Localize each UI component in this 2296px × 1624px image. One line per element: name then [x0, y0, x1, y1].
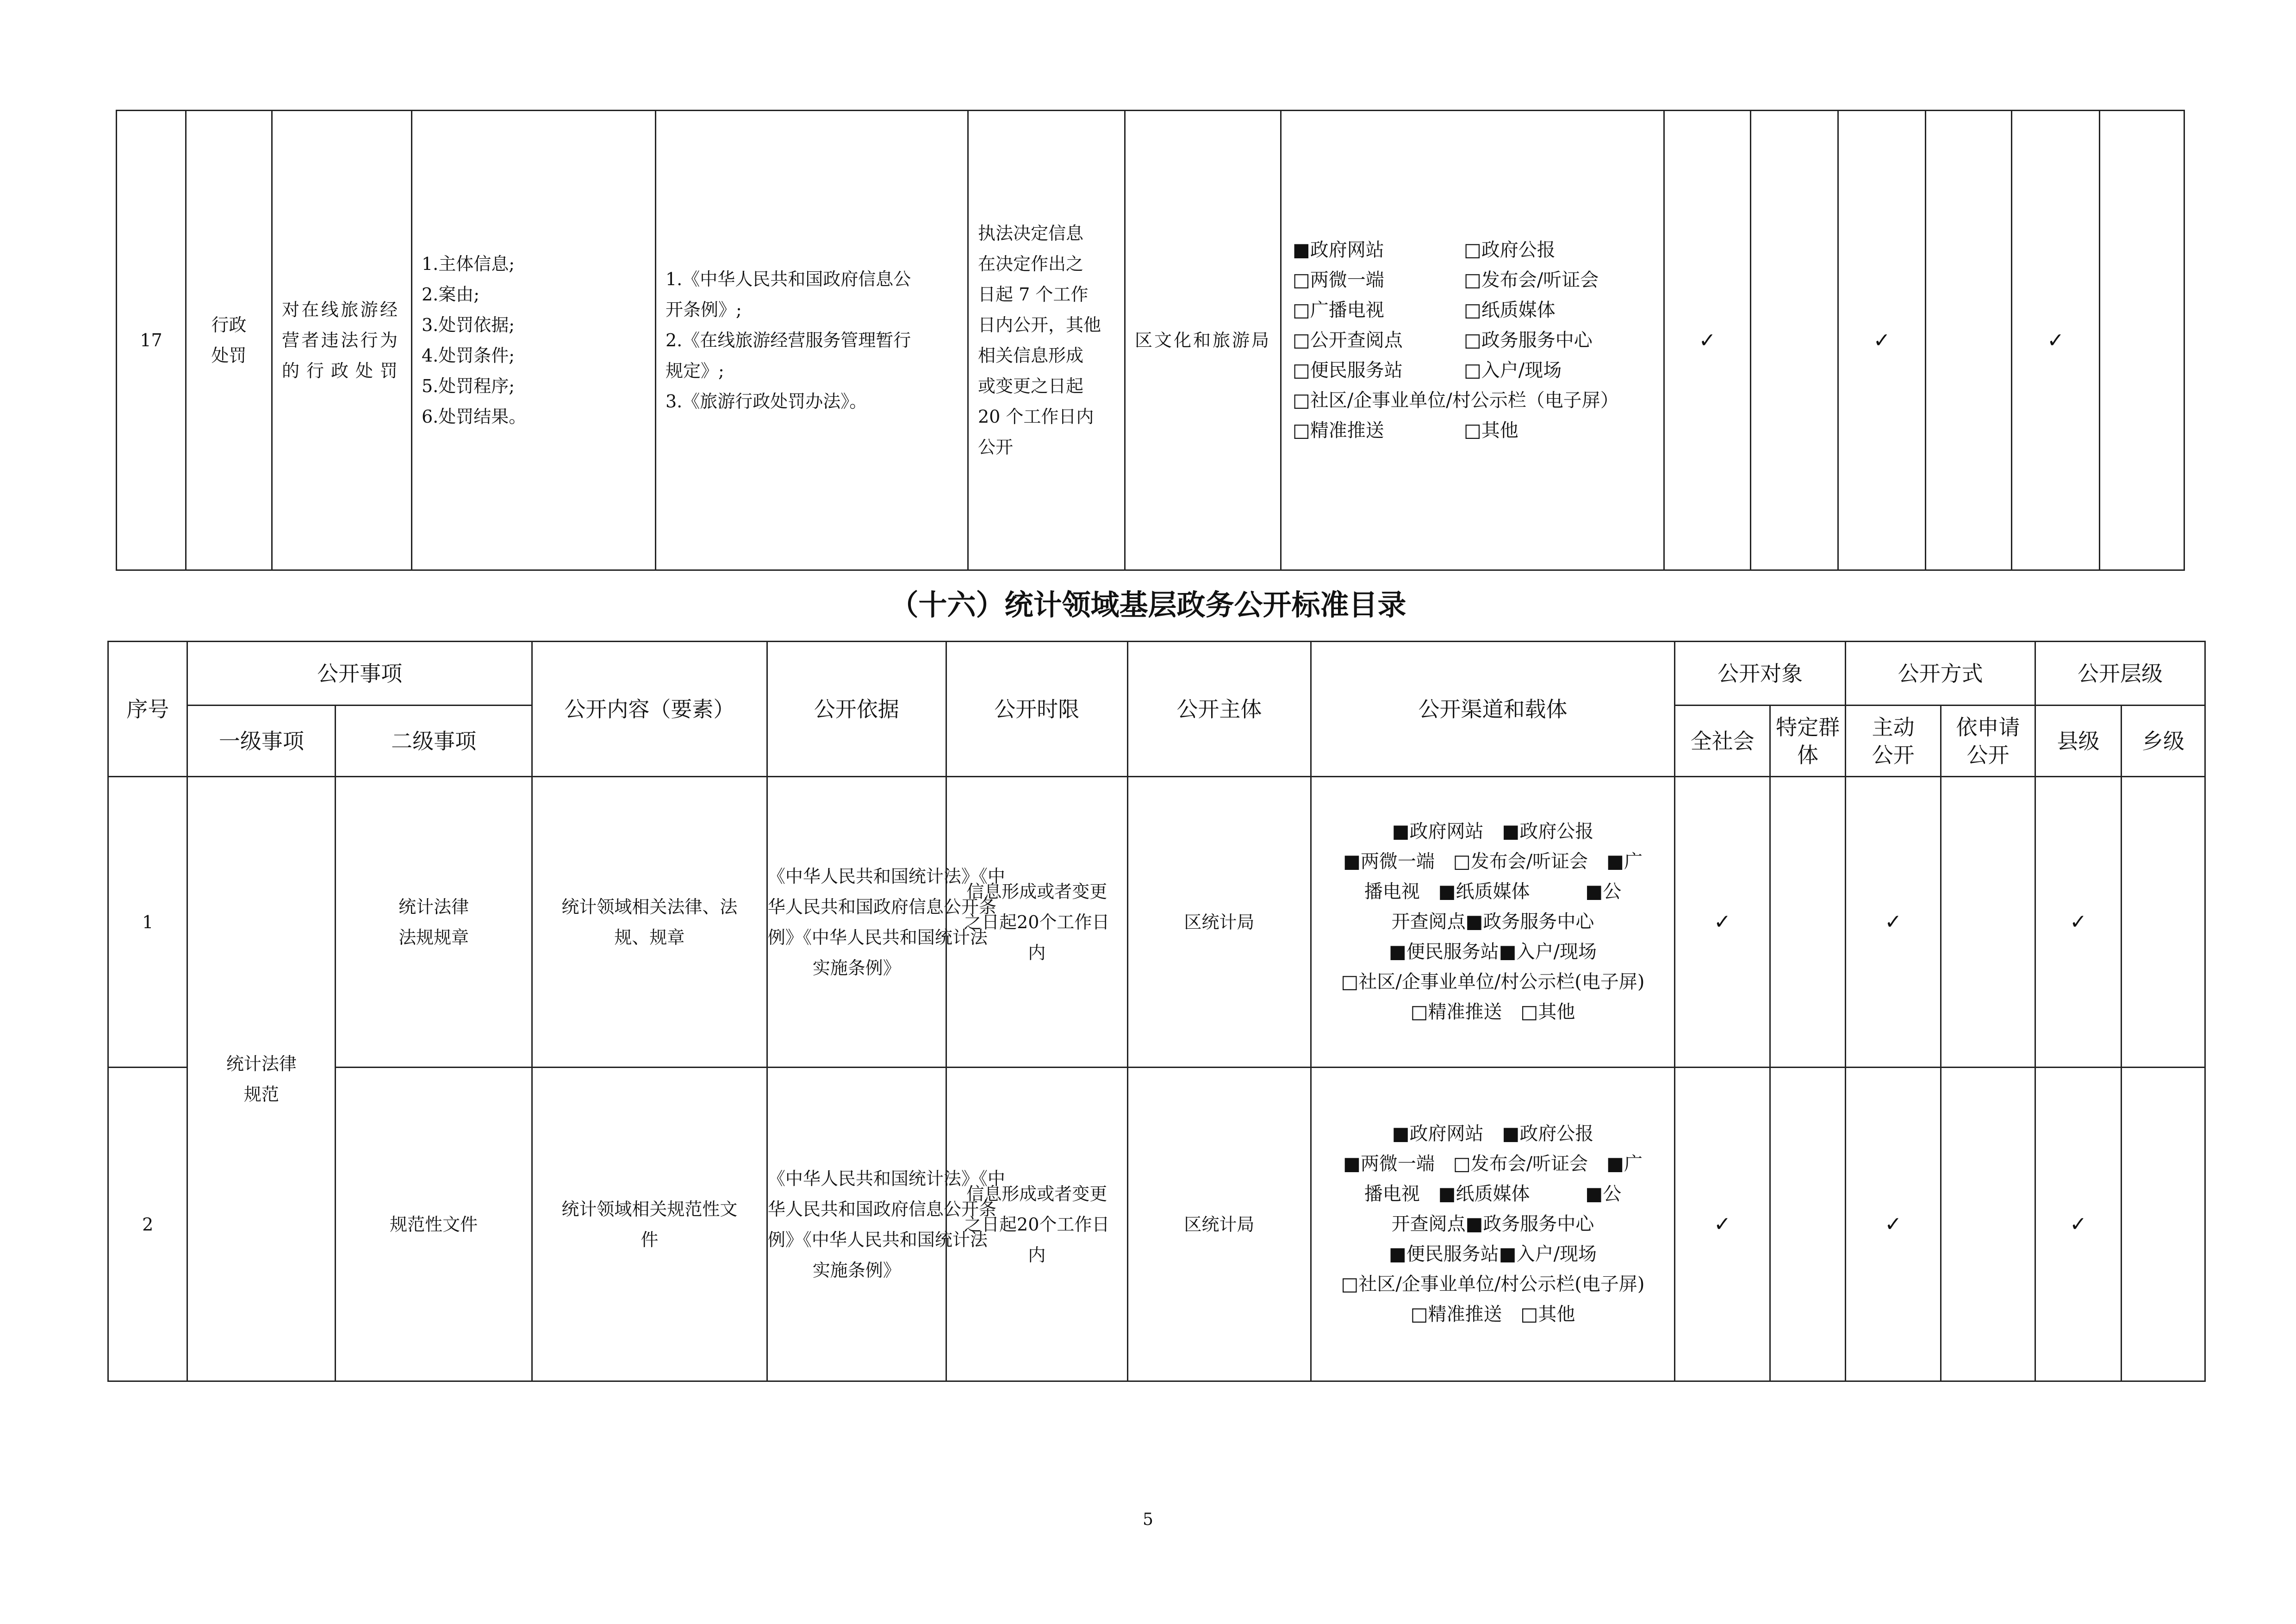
channel-line: ■两微一端 □发布会/听证会 ■广	[1343, 851, 1643, 872]
header-seq: 序号	[108, 642, 187, 777]
subject-cell: 区文化和旅游局	[1125, 111, 1281, 570]
time-line: 相关信息形成	[978, 345, 1084, 366]
header-method-active: 主动公开	[1846, 706, 1941, 777]
content-cell	[532, 777, 767, 1068]
time-cell	[946, 1068, 1127, 1381]
check-active: ✓	[1846, 777, 1941, 1068]
unchecked-box-icon: □	[1464, 269, 1481, 291]
channel-line: □社区/企事业单位/村公示栏(电子屏)	[1341, 1274, 1645, 1295]
check-county: ✓	[2012, 111, 2100, 570]
check-on-request	[1926, 111, 2012, 570]
basis-line: 实施条例》	[812, 957, 901, 978]
channel-label: 入户/现场	[1481, 359, 1562, 381]
channel-line: 播电视 ■纸质媒体 ■公	[1364, 1183, 1622, 1205]
content-line: 4.处罚条件;	[422, 345, 515, 366]
unchecked-box-icon: □	[1464, 329, 1481, 351]
unchecked-box-icon: □	[1293, 359, 1310, 381]
channel-line: □精准推送 □其他	[1410, 1304, 1575, 1325]
unchecked-box-icon: □	[1293, 269, 1310, 291]
channel-line: 播电视 ■纸质媒体 ■公	[1364, 881, 1622, 902]
channel-option	[1293, 235, 1464, 265]
unchecked-box-icon: □	[1293, 299, 1310, 321]
check-specific-group	[1770, 1068, 1846, 1381]
channel-option	[1464, 265, 1649, 295]
check-active: ✓	[1838, 111, 1926, 570]
content-cell	[532, 1068, 767, 1381]
level1-cell: 行政处罚	[186, 111, 272, 570]
header-content: 公开内容（要素）	[532, 642, 767, 777]
channel-option	[1293, 386, 1649, 416]
subject-cell: 区统计局	[1127, 1068, 1311, 1381]
channel-label: 政务服务中心	[1481, 329, 1593, 351]
unchecked-box-icon: □	[1293, 329, 1310, 351]
basis-line: 2.《在线旅游经营服务管理暂行	[666, 330, 911, 350]
unchecked-box-icon: □	[1464, 419, 1481, 441]
basis-line: 华人民共和国政府信息公开条	[767, 1199, 996, 1219]
channels-cell	[1281, 111, 1664, 570]
seq-cell: 2	[108, 1068, 187, 1381]
header-subject: 公开主体	[1127, 642, 1311, 777]
subject-cell: 区统计局	[1127, 777, 1311, 1068]
unchecked-box-icon: □	[1464, 299, 1481, 321]
checked-box-icon: ■	[1293, 239, 1310, 261]
time-line: 日起 7 个工作	[978, 284, 1089, 305]
level2-cell	[336, 1068, 532, 1381]
time-line: 或变更之日起	[978, 376, 1084, 396]
channel-option	[1464, 235, 1649, 265]
channel-line: 开查阅点■政务服务中心	[1391, 911, 1594, 932]
content-line: 3.处罚依据;	[422, 315, 515, 335]
basis-line: 例》《中华人民共和国统计法	[767, 1229, 988, 1250]
time-cell	[968, 111, 1125, 570]
table-row	[108, 777, 2205, 1068]
basis-cell	[767, 1068, 1005, 1381]
time-line: 日内公开，其他	[978, 315, 1101, 335]
header-basis: 公开依据	[767, 642, 946, 777]
header-target-specific: 特定群体	[1770, 706, 1846, 777]
time-line: 之日起20个工作日	[964, 912, 1110, 932]
channel-option	[1464, 295, 1649, 325]
basis-line: 规定》;	[666, 361, 724, 381]
table-continuation	[116, 110, 2185, 571]
check-town	[2122, 1068, 2205, 1381]
check-all-society: ✓	[1664, 111, 1751, 570]
channels-cell	[1311, 1068, 1674, 1381]
channel-label: 精准推送	[1310, 419, 1384, 441]
channel-option	[1293, 416, 1464, 446]
header-target: 公开对象	[1675, 642, 1846, 706]
time-line: 执法决定信息	[978, 223, 1084, 244]
content-line: 2.案由;	[422, 284, 480, 305]
time-cell	[946, 777, 1127, 1068]
level2-line: 规范性文件	[390, 1214, 478, 1235]
page-number: 5	[1143, 1510, 1153, 1529]
unchecked-box-icon: □	[1464, 239, 1481, 261]
channel-line: ■便民服务站■入户/现场	[1389, 1243, 1597, 1265]
basis-line: 《中华人民共和国统计法》《中	[767, 866, 1005, 887]
level2-cell: 对在线旅游经营者违法行为的行政处罚	[272, 111, 412, 570]
check-on-request	[1941, 1068, 2035, 1381]
basis-cell	[656, 111, 968, 570]
level2-cell	[336, 777, 532, 1068]
check-town	[2122, 777, 2205, 1068]
basis-line: 实施条例》	[812, 1260, 901, 1280]
level2-line: 统计法律	[398, 896, 469, 917]
channel-label: 政府网站	[1310, 239, 1384, 261]
table-row	[108, 1068, 2205, 1381]
basis-line: 《中华人民共和国统计法》《中	[767, 1168, 1005, 1189]
channel-label: 两微一端	[1310, 269, 1384, 291]
basis-line: 开条例》;	[666, 300, 742, 320]
time-line: 信息形成或者变更	[966, 881, 1108, 902]
channels-cell	[1311, 777, 1674, 1068]
channel-line: ■便民服务站■入户/现场	[1389, 941, 1597, 962]
header-time: 公开时限	[946, 642, 1127, 777]
time-line: 公开	[978, 437, 1014, 457]
channel-option	[1464, 325, 1649, 356]
seq-cell: 1	[108, 777, 187, 1068]
check-on-request	[1941, 777, 2035, 1068]
channel-label: 广播电视	[1310, 299, 1384, 321]
unchecked-box-icon: □	[1464, 359, 1481, 381]
channel-option	[1293, 265, 1464, 295]
time-line: 之日起20个工作日	[964, 1214, 1110, 1235]
time-line: 信息形成或者变更	[966, 1183, 1108, 1204]
header-level: 公开层级	[2035, 642, 2205, 706]
check-specific-group	[1770, 777, 1846, 1068]
channel-line: ■政府网站 ■政府公报	[1392, 1123, 1594, 1144]
header-method-request: 依申请公开	[1941, 706, 2035, 777]
header-method: 公开方式	[1846, 642, 2035, 706]
check-specific-group	[1751, 111, 1838, 570]
channel-line: □精准推送 □其他	[1410, 1001, 1575, 1023]
check-all-society: ✓	[1675, 1068, 1770, 1381]
seq-cell: 17	[117, 111, 186, 570]
time-line: 内	[1028, 1244, 1046, 1265]
table-row	[117, 111, 2184, 570]
channel-label: 便民服务站	[1310, 359, 1403, 381]
header-target-all: 全社会	[1675, 706, 1770, 777]
channel-line: ■政府网站 ■政府公报	[1392, 821, 1594, 842]
header-level-county: 县级	[2035, 706, 2121, 777]
channel-option	[1293, 356, 1464, 386]
header-level1: 一级事项	[187, 706, 336, 777]
header-level-town: 乡级	[2122, 706, 2205, 777]
content-cell	[412, 111, 656, 570]
check-county: ✓	[2035, 777, 2121, 1068]
channel-label: 社区/企事业单位/村公示栏（电子屏）	[1310, 389, 1619, 411]
check-active: ✓	[1846, 1068, 1941, 1381]
channel-label: 发布会/听证会	[1481, 269, 1599, 291]
basis-line: 3.《旅游行政处罚办法》。	[666, 391, 867, 412]
content-line: 1.主体信息;	[422, 254, 515, 274]
channel-list	[1282, 235, 1663, 446]
content-line: 规、规章	[614, 927, 685, 948]
time-line: 20 个工作日内	[978, 406, 1094, 427]
basis-line: 例》《中华人民共和国统计法	[767, 927, 988, 948]
channel-option	[1293, 325, 1464, 356]
header-items: 公开事项	[187, 642, 532, 706]
unchecked-box-icon: □	[1293, 389, 1310, 411]
content-line: 6.处罚结果。	[422, 406, 527, 427]
header-channels: 公开渠道和载体	[1311, 642, 1674, 777]
content-line: 件	[641, 1229, 659, 1250]
level2-line: 法规规章	[398, 927, 469, 948]
basis-line: 华人民共和国政府信息公开条	[767, 896, 996, 917]
channel-label: 其他	[1481, 419, 1518, 441]
section-title: （十六）统计领域基层政务公开标准目录	[890, 588, 1406, 622]
check-county: ✓	[2035, 1068, 2121, 1381]
header-row-1	[108, 642, 2205, 706]
table-statistics	[107, 641, 2206, 1382]
unchecked-box-icon: □	[1293, 419, 1310, 441]
channel-option	[1293, 295, 1464, 325]
time-line: 在决定作出之	[978, 254, 1084, 274]
channel-option	[1464, 356, 1649, 386]
time-line: 内	[1028, 942, 1046, 963]
channel-label: 公开查阅点	[1310, 329, 1403, 351]
content-line: 5.处罚程序;	[422, 376, 515, 396]
basis-line: 1.《中华人民共和国政府信息公	[666, 269, 911, 289]
check-town	[2100, 111, 2184, 570]
channel-label: 纸质媒体	[1481, 299, 1556, 321]
level1-cell: 统计法律规范	[187, 777, 336, 1381]
content-line: 统计领域相关规范性文	[561, 1199, 738, 1219]
channel-option	[1464, 416, 1649, 446]
content-line: 统计领域相关法律、法	[561, 896, 738, 917]
channel-line: 开查阅点■政务服务中心	[1391, 1213, 1594, 1235]
check-all-society: ✓	[1675, 777, 1770, 1068]
channel-line: □社区/企事业单位/村公示栏(电子屏)	[1341, 971, 1645, 993]
channel-line: ■两微一端 □发布会/听证会 ■广	[1343, 1153, 1643, 1174]
header-level2: 二级事项	[336, 706, 532, 777]
basis-cell	[767, 777, 1005, 1068]
channel-label: 政府公报	[1481, 239, 1556, 261]
